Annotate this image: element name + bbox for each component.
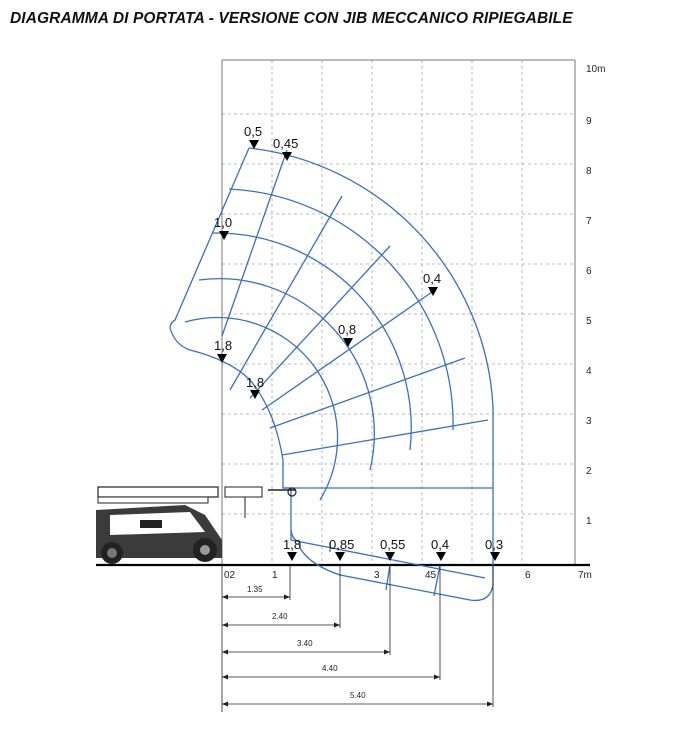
marker-triangle bbox=[250, 390, 260, 399]
y-tick-label: 1 bbox=[586, 516, 592, 527]
capacity-label: 0,55 bbox=[380, 537, 406, 552]
y-tick-label: 5 bbox=[586, 316, 592, 327]
vehicle-silhouette bbox=[96, 487, 296, 564]
dimension-label: 1.35 bbox=[247, 585, 263, 594]
capacity-label: 0,85 bbox=[329, 537, 355, 552]
capacity-label: 0,45 bbox=[273, 136, 299, 151]
marker-triangle bbox=[436, 552, 446, 561]
marker-triangle bbox=[217, 354, 227, 363]
capacity-label: 1,8 bbox=[283, 537, 302, 552]
x-tick-label: 6 bbox=[525, 570, 531, 581]
capacity-label: 1,8 bbox=[214, 338, 233, 353]
x-axis-labels bbox=[224, 570, 592, 581]
y-axis-unit-label: 10m bbox=[586, 64, 606, 75]
x-tick-label: 1 bbox=[272, 570, 278, 581]
capacity-label: 0,3 bbox=[485, 537, 504, 552]
dimension-label: 4.40 bbox=[322, 664, 338, 673]
capacity-label: 1,0 bbox=[214, 215, 233, 230]
dimension-lines bbox=[222, 565, 493, 712]
x-tick-label: 02 bbox=[224, 570, 236, 581]
diagram-title: DIAGRAMMA DI PORTATA - VERSIONE CON JIB MECCANICO RIPIEGABILE bbox=[10, 10, 573, 27]
capacity-label: 0,4 bbox=[423, 271, 442, 286]
capacity-markers bbox=[217, 140, 500, 561]
y-tick-label: 4 bbox=[586, 366, 592, 377]
y-tick-label: 3 bbox=[586, 416, 592, 427]
x-tick-label: 45 bbox=[425, 570, 437, 581]
y-tick-label: 2 bbox=[586, 466, 592, 477]
y-tick-label: 8 bbox=[586, 166, 592, 177]
x-tick-label: 3 bbox=[374, 570, 380, 581]
dimension-label: 3.40 bbox=[297, 639, 313, 648]
capacity-label: 0,4 bbox=[431, 537, 450, 552]
dimension-label: 2.40 bbox=[272, 612, 288, 621]
y-axis-labels bbox=[586, 64, 605, 527]
capacity-label: 1,8 bbox=[246, 375, 265, 390]
marker-triangle bbox=[287, 552, 297, 561]
marker-triangle bbox=[490, 552, 500, 561]
dimension-arrows bbox=[222, 595, 493, 707]
marker-triangle bbox=[428, 287, 438, 296]
capacity-label: 0,5 bbox=[244, 124, 263, 139]
y-tick-label: 9 bbox=[586, 116, 592, 127]
dimension-labels bbox=[247, 585, 366, 700]
marker-triangle bbox=[219, 231, 229, 240]
y-tick-label: 6 bbox=[586, 266, 592, 277]
marker-triangle bbox=[335, 552, 345, 561]
y-tick-label: 7 bbox=[586, 216, 592, 227]
dimension-label: 5.40 bbox=[350, 691, 366, 700]
capacity-label: 0,8 bbox=[338, 322, 357, 337]
x-axis-unit-label: 7m bbox=[578, 570, 592, 581]
